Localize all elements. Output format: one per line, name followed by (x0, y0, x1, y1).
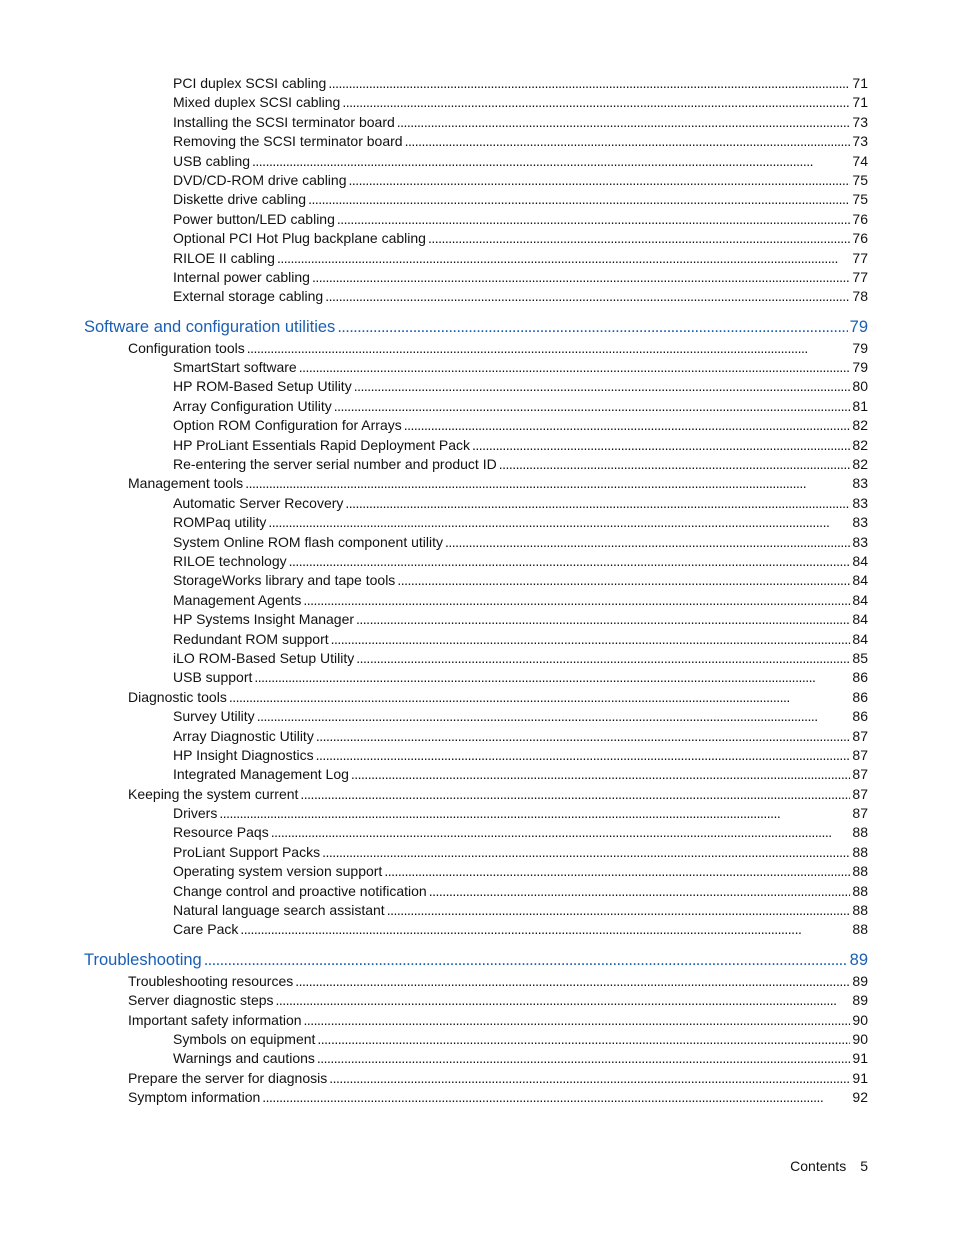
dot-leader (342, 93, 850, 112)
dot-leader (204, 949, 848, 971)
dot-leader (289, 552, 851, 571)
toc-page-number: 85 (852, 649, 868, 666)
dot-leader (262, 1088, 850, 1107)
toc-entry-link[interactable] (0, 152, 954, 171)
toc-entry-title: Change control and proactive notification (173, 882, 427, 899)
toc-page-number: 83 (852, 475, 868, 492)
toc-entry-title: StorageWorks library and tape tools (173, 572, 396, 589)
toc-page-number: 73 (852, 113, 868, 130)
dot-leader (247, 339, 851, 358)
dot-leader (328, 74, 850, 93)
toc-entry-link[interactable] (0, 190, 954, 209)
toc-entry-link[interactable] (0, 823, 954, 842)
toc-entry-link[interactable] (0, 249, 954, 268)
toc-page-number: 88 (852, 921, 868, 938)
toc-entry-link[interactable] (0, 210, 954, 229)
toc-entry-link[interactable] (0, 765, 954, 784)
dot-leader (329, 1069, 850, 1088)
toc-entry-link[interactable] (0, 991, 954, 1010)
toc-entry-title: Array Configuration Utility (173, 397, 332, 414)
toc-entry-link[interactable] (0, 972, 954, 991)
dot-leader (337, 210, 851, 229)
toc-page-number: 83 (852, 494, 868, 511)
toc-entry-link[interactable] (0, 171, 954, 190)
toc-entry-title: USB support (173, 669, 253, 686)
toc-entry-link[interactable] (0, 358, 954, 377)
toc-page-number: 75 (852, 191, 868, 208)
toc-page-number: 87 (852, 746, 868, 763)
dot-leader (308, 190, 850, 209)
dot-leader (405, 132, 851, 151)
dot-leader (229, 688, 851, 707)
dot-leader (271, 823, 851, 842)
toc-chapter-link[interactable] (0, 949, 954, 971)
toc-entry-link[interactable] (0, 416, 954, 435)
toc-page-number: 88 (852, 863, 868, 880)
toc-chapter-link[interactable] (0, 316, 954, 338)
toc-entry-title: Removing the SCSI terminator board (173, 133, 403, 150)
toc-page-number: 86 (852, 669, 868, 686)
toc-entry-link[interactable] (0, 785, 954, 804)
toc-entry-link[interactable] (0, 113, 954, 132)
toc-entry-link[interactable] (0, 455, 954, 474)
toc-entry-title: DVD/CD-ROM drive cabling (173, 171, 347, 188)
dot-leader (312, 268, 850, 287)
toc-entry-link[interactable] (0, 610, 954, 629)
toc-page-number: 80 (852, 378, 868, 395)
dot-leader (387, 901, 851, 920)
dot-leader (472, 436, 850, 455)
toc-entry-link[interactable] (0, 93, 954, 112)
dot-leader (316, 727, 851, 746)
toc-entry-title: HP Systems Insight Manager (173, 611, 355, 628)
toc-entry-link[interactable] (0, 688, 954, 707)
dot-leader (334, 397, 851, 416)
toc-page-number: 88 (852, 882, 868, 899)
dot-leader (219, 804, 850, 823)
toc-entry-title: ProLiant Support Packs (173, 843, 321, 860)
toc-entry-title: Software and configuration utilities (84, 317, 336, 336)
toc-entry-title: Integrated Management Log (173, 766, 349, 783)
toc-page-number: 90 (852, 1030, 868, 1047)
toc-entry-link[interactable] (0, 287, 954, 306)
toc-entry-link[interactable] (0, 474, 954, 493)
toc-entry-title: Internal power cabling (173, 268, 310, 285)
toc-page-number: 88 (852, 843, 868, 860)
toc-entry-link[interactable] (0, 668, 954, 687)
toc-entry-title: HP Insight Diagnostics (173, 746, 314, 763)
dot-leader (404, 416, 851, 435)
toc-page-number: 91 (852, 1069, 868, 1086)
dot-leader (325, 287, 850, 306)
toc-entry-title: Automatic Server Recovery (173, 494, 344, 511)
toc-entry-title: Prepare the server for diagnosis (128, 1069, 328, 1086)
dot-leader (277, 249, 850, 268)
toc-entry-title: RILOE technology (173, 552, 287, 569)
dot-leader (397, 113, 851, 132)
dot-leader (354, 377, 851, 396)
toc-page-number: 82 (852, 436, 868, 453)
toc-entry-link[interactable] (0, 494, 954, 513)
toc-page-number: 81 (852, 397, 868, 414)
toc-entry-link[interactable] (0, 630, 954, 649)
toc-entry-title: iLO ROM-Based Setup Utility (173, 649, 355, 666)
toc-page-number: 88 (852, 824, 868, 841)
dot-leader (276, 991, 851, 1010)
toc-entry-title: Troubleshooting (84, 950, 202, 969)
toc-entry-link[interactable] (0, 843, 954, 862)
toc-page-number: 84 (852, 572, 868, 589)
dot-leader (322, 843, 850, 862)
dot-leader (240, 920, 850, 939)
toc-entry-link[interactable] (0, 268, 954, 287)
toc-page-number: 82 (852, 417, 868, 434)
toc-page-number: 78 (852, 288, 868, 305)
dot-leader (337, 316, 847, 338)
dot-leader (300, 785, 850, 804)
toc-entry-title: ROMPaq utility (173, 514, 267, 531)
toc-page-number: 92 (852, 1089, 868, 1106)
toc-entry-link[interactable] (0, 571, 954, 590)
footer-page-number: 5 (860, 1158, 868, 1174)
toc-entry-title: Redundant ROM support (173, 630, 329, 647)
toc-page-number: 77 (852, 268, 868, 285)
toc-entry-title: Array Diagnostic Utility (173, 727, 314, 744)
dot-leader (356, 610, 850, 629)
toc-entry-title: Diagnostic tools (128, 688, 227, 705)
table-of-contents (0, 74, 954, 1108)
page-footer (790, 1158, 868, 1174)
toc-entry-title: Operating system version support (173, 863, 383, 880)
toc-entry-title: Symbols on equipment (173, 1030, 316, 1047)
toc-entry-link[interactable] (0, 707, 954, 726)
toc-entry-link[interactable] (0, 74, 954, 93)
toc-entry-link[interactable] (0, 436, 954, 455)
toc-entry-link[interactable] (0, 1030, 954, 1049)
toc-entry-title: Care Pack (173, 921, 239, 938)
dot-leader (254, 668, 850, 687)
toc-entry-title: Optional PCI Hot Plug backplane cabling (173, 230, 426, 247)
toc-entry-title: Diskette drive cabling (173, 191, 307, 208)
toc-entry-title: Drivers (173, 805, 218, 822)
dot-leader (331, 630, 851, 649)
toc-page-number: 79 (852, 339, 868, 356)
toc-page-number: 83 (852, 514, 868, 531)
toc-page-number: 87 (852, 805, 868, 822)
toc-page-number: 76 (852, 210, 868, 227)
dot-leader (348, 171, 850, 190)
dot-leader (499, 455, 851, 474)
toc-entry-title: SmartStart software (173, 359, 297, 376)
toc-page-number: 83 (852, 533, 868, 550)
toc-page-number: 74 (852, 152, 868, 169)
toc-page-number: 89 (852, 992, 868, 1009)
toc-page-number: 77 (852, 249, 868, 266)
toc-entry-link[interactable] (0, 727, 954, 746)
toc-entry-link[interactable] (0, 229, 954, 248)
toc-entry-title: Natural language search assistant (173, 902, 385, 919)
toc-entry-title: Installing the SCSI terminator board (173, 113, 395, 130)
toc-entry-title: Management Agents (173, 591, 302, 608)
toc-entry-link[interactable] (0, 882, 954, 901)
toc-entry-title: USB cabling (173, 152, 251, 169)
toc-page-number: 75 (852, 171, 868, 188)
toc-entry-link[interactable] (0, 920, 954, 939)
dot-leader (351, 765, 851, 784)
toc-entry-title: Resource Paqs (173, 824, 269, 841)
toc-page-number: 84 (852, 552, 868, 569)
toc-entry-title: External storage cabling (173, 288, 324, 305)
toc-entry-link[interactable] (0, 377, 954, 396)
toc-entry-link[interactable] (0, 1049, 954, 1068)
toc-page-number: 88 (852, 902, 868, 919)
toc-entry-title: Mixed duplex SCSI cabling (173, 94, 341, 111)
toc-entry-title: Survey Utility (173, 708, 255, 725)
toc-entry-title: Management tools (128, 475, 244, 492)
dot-leader (268, 513, 850, 532)
dot-leader (428, 229, 850, 248)
dot-leader (397, 571, 850, 590)
toc-entry-link[interactable] (0, 339, 954, 358)
toc-page-number: 73 (852, 133, 868, 150)
toc-page-number: 89 (849, 950, 868, 969)
toc-entry-link[interactable] (0, 552, 954, 571)
toc-page-number: 90 (852, 1011, 868, 1028)
toc-page-number: 86 (852, 708, 868, 725)
dot-leader (299, 358, 851, 377)
toc-page-number: 76 (852, 230, 868, 247)
toc-page-number: 87 (852, 766, 868, 783)
dot-leader (384, 862, 850, 881)
toc-page-number: 79 (852, 359, 868, 376)
dot-leader (303, 591, 850, 610)
toc-page-number: 87 (852, 727, 868, 744)
toc-entry-link[interactable] (0, 1011, 954, 1030)
toc-entry-title: Server diagnostic steps (128, 992, 274, 1009)
toc-entry-title: Warnings and cautions (173, 1050, 315, 1067)
toc-entry-title: RILOE II cabling (173, 249, 275, 266)
toc-page-number: 71 (852, 75, 868, 91)
toc-page-number: 79 (849, 317, 868, 336)
toc-entry-link[interactable] (0, 397, 954, 416)
dot-leader (295, 972, 850, 991)
toc-entry-title: PCI duplex SCSI cabling (173, 75, 327, 91)
toc-entry-title: Symptom information (128, 1089, 261, 1106)
toc-entry-link[interactable] (0, 533, 954, 552)
toc-page-number: 84 (852, 591, 868, 608)
toc-page-number: 82 (852, 456, 868, 473)
toc-entry-title: System Online ROM flash component utility (173, 533, 443, 550)
dot-leader (356, 649, 850, 668)
toc-entry-link[interactable] (0, 862, 954, 881)
dot-leader (245, 474, 850, 493)
toc-entry-link[interactable] (0, 1069, 954, 1088)
toc-entry-link[interactable] (0, 804, 954, 823)
dot-leader (252, 152, 850, 171)
dot-leader (345, 494, 850, 513)
dot-leader (317, 1030, 850, 1049)
toc-page-number: 84 (852, 630, 868, 647)
toc-entry-title: Troubleshooting resources (128, 972, 294, 989)
toc-entry-title: Configuration tools (128, 339, 245, 356)
toc-page-number: 87 (852, 785, 868, 802)
toc-page-number: 86 (852, 688, 868, 705)
toc-page-number: 91 (852, 1050, 868, 1067)
toc-entry-link[interactable] (0, 746, 954, 765)
dot-leader (429, 882, 851, 901)
dot-leader (257, 707, 851, 726)
toc-entry-link[interactable] (0, 901, 954, 920)
toc-entry-title: Re-entering the server serial number and product ID (173, 456, 497, 473)
toc-page-number: 89 (852, 972, 868, 989)
toc-page-number: 71 (852, 94, 868, 111)
toc-entry-title: HP ProLiant Essentials Rapid Deployment Pack (173, 436, 471, 453)
toc-entry-title: Important safety information (128, 1011, 302, 1028)
toc-entry-link[interactable] (0, 1088, 954, 1107)
toc-entry-link[interactable] (0, 591, 954, 610)
toc-entry-link[interactable] (0, 132, 954, 151)
toc-entry-title: HP ROM-Based Setup Utility (173, 378, 352, 395)
toc-entry-link[interactable] (0, 513, 954, 532)
dot-leader (316, 746, 851, 765)
dot-leader (445, 533, 850, 552)
dot-leader (304, 1011, 851, 1030)
toc-entry-title: Keeping the system current (128, 785, 299, 802)
toc-entry-title: Option ROM Configuration for Arrays (173, 417, 402, 434)
dot-leader (317, 1049, 851, 1068)
toc-entry-title: Power button/LED cabling (173, 210, 335, 227)
toc-page-number: 84 (852, 611, 868, 628)
footer-label: Contents (790, 1158, 847, 1174)
toc-entry-link[interactable] (0, 649, 954, 668)
